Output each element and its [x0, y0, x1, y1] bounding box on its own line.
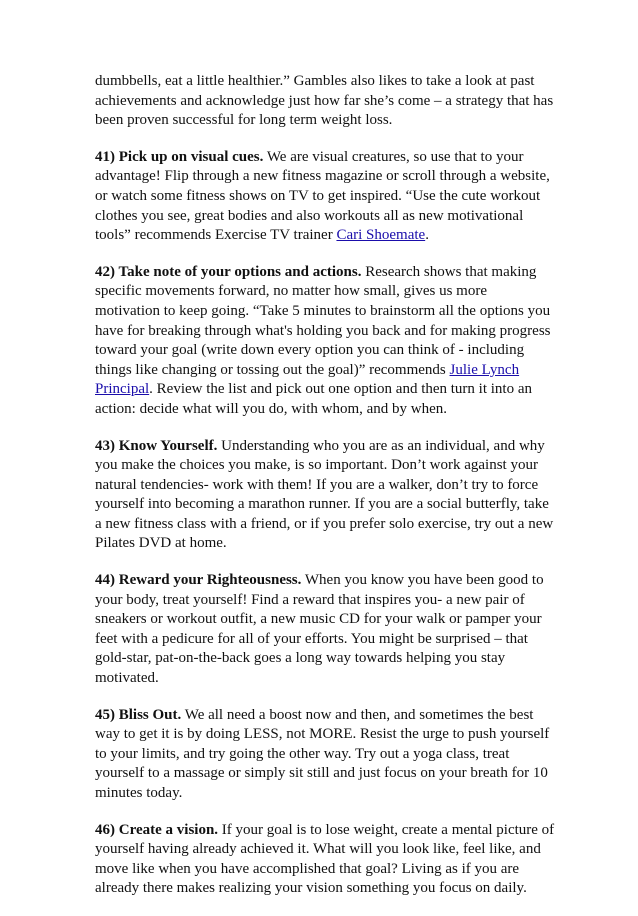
julie-lynch-principal-link[interactable]: Julie Lynch Principal [95, 361, 520, 398]
tip-42-paragraph [95, 263, 555, 420]
tip-41-paragraph [95, 148, 555, 246]
tip-43-paragraph [95, 437, 555, 555]
tip-46-heading: 46) Create a vision. [95, 821, 219, 838]
tip-42-text: Research shows that making specific movements forward, no matter how small, gives us more motivation to keep going. “Take 5 minutes to brainstorm all the options you have for breaking through what's holding you back and for making progress toward your goal (write down every option you can think of - including things like changing or tossing out the goal)” recommends [95, 263, 551, 378]
tip-46-paragraph [95, 821, 555, 899]
tip-44-heading: 44) Reward your Righteousness. [95, 572, 302, 589]
tip-46-text: If your goal is to lose weight, create a mental picture of yourself having already achieved it. What will you look like, feel like, and move like when you have accomplished that goal? Living as if you are already there makes realizing your vision something you focus on daily. [95, 821, 555, 897]
tip-43-text: Understanding who you are as an individual, and why you make the choices you make, is so important. Don’t work against your natural tendencies- work with them! If you are a walker, don’t try to force yourself into becoming a marathon runner. If you are a social butterfly, take a new fitness class with a friend, or if you prefer solo exercise, try out a new Pilates DVD at home. [95, 437, 554, 552]
tip-41-text: We are visual creatures, so use that to your advantage! Flip through a new fitness magazine or scroll through a website, or watch some fitness shows on TV to get inspired. “Use the cute workout clothes you see, great bodies and also workouts all as new motivational tools” recommends Exercise TV trainer [95, 148, 550, 244]
intro-paragraph [95, 72, 555, 131]
tip-44-paragraph [95, 571, 555, 689]
tip-42-text-end: . Review the list and pick out one option and then turn it into an action: decide what will you do, with whom, and by when. [95, 381, 533, 417]
tip-45-heading: 45) Bliss Out. [95, 706, 182, 723]
document-page [95, 72, 555, 916]
tip-43-heading: 43) Know Yourself. [95, 437, 218, 454]
tip-41-heading: 41) Pick up on visual cues. [95, 148, 264, 165]
tip-45-text: We all need a boost now and then, and sometimes the best way to get it is by doing LESS, not MORE. Resist the urge to push yourself to your limits, and try going the other way. Try out a yoga class, treat yourself to a massage or simply sit still and just focus on your breath for 10 minutes today. [95, 706, 550, 801]
cari-shoemate-link[interactable]: Cari Shoemate [336, 227, 426, 244]
tip-45-paragraph [95, 706, 555, 804]
tip-44-text: When you know you have been good to your body, treat yourself! Find a reward that inspires you- a new pair of sneakers or workout outfit, a new music CD for your walk or pamper your feet with a pedicure for all of your efforts. You might be surprised – that gold-star, pat-on-the-back goes a long way towards helping you stay motivated. [95, 572, 544, 687]
intro-text: dumbbells, eat a little healthier.” Gambles also likes to take a look at past achievements and acknowledge just how far she’s come – a strategy that has been proven successful for long term weight loss. [95, 73, 554, 129]
tip-41-text-end: . [425, 227, 429, 244]
tip-42-heading: 42) Take note of your options and actions. [95, 263, 362, 280]
